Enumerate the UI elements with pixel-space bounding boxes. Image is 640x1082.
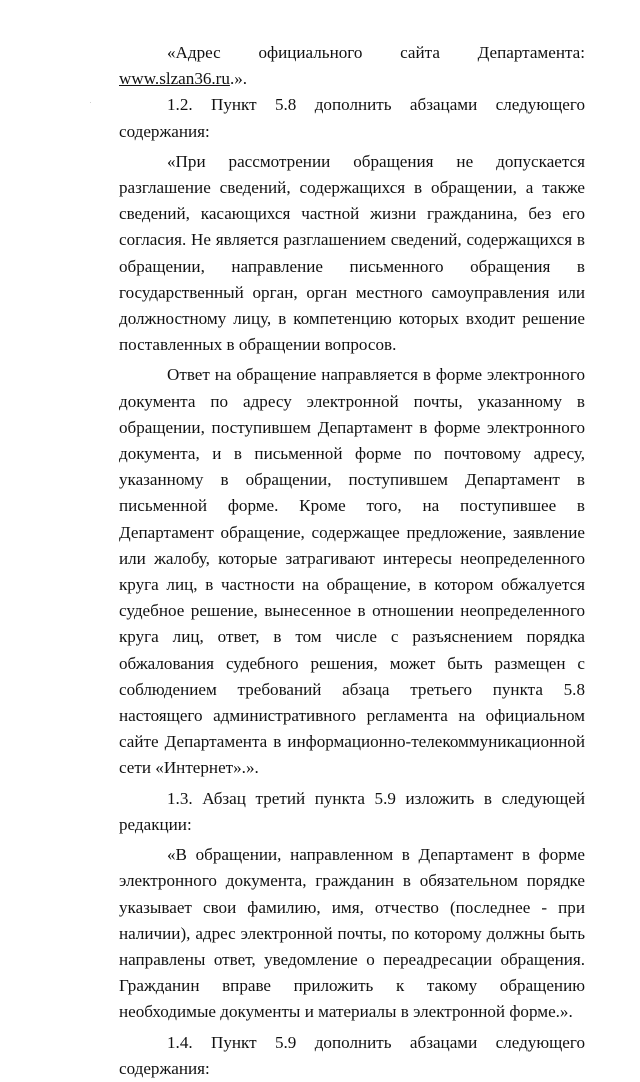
document-body [119, 40, 585, 1082]
quote-5-8-paragraph-2: Ответ на обращение направляется в форме электронного документа по адресу электронной почты, указанному в обращении, поступившем Департамент в форме электронного документа, и в письменной форме по почтовому адресу, указанному в обращении, поступившем Департамент в письменной форме. Кроме того, на поступившее в Департамент обращение, содержащее предложение, заявление или жалобу, которые затрагивают интересы неопределенного круга лиц, в частности на обращение, в котором обжалуется судебное решение, вынесенное в отношении неопределенного круга лиц, ответ, в том числе с разъяснением порядка обжалования судебного решения, может быть размещен с соблюдением требований абзаца третьего пункта 5.8 настоящего административного регламента на официальном сайте Департамента в информационно-телекоммуникационной сети «Интернет».». [119, 365, 585, 778]
official-site-line [119, 40, 585, 92]
item-1-3-heading: 1.3. Абзац третий пункта 5.9 изложить в следующей редакции: [119, 788, 585, 834]
official-site-prefix: «Адрес официального сайта Департамента: [167, 43, 585, 62]
item-1-4-heading: 1.4. Пункт 5.9 дополнить абзацами следующего содержания: [119, 1032, 585, 1078]
official-site-suffix: .». [229, 69, 248, 89]
item-1-2-heading: 1.2. Пункт 5.8 дополнить абзацами следующего содержания: [119, 95, 585, 141]
quote-5-9-paragraph: «В обращении, направленном в Департамент в форме электронного документа, гражданин в обязательном порядке указывает свои фамилию, имя, отчество (последнее - при наличии), адрес электронной почты, по которому должны быть направлены ответ, уведомление о переадресации обращения. Гражданин вправе приложить к такому обращению необходимые документы и материалы в электронной форме.». [119, 845, 585, 1022]
quote-5-8-paragraph-1: «При рассмотрении обращения не допускается разглашение сведений, содержащихся в обращении, а также сведений, касающихся частной жизни гражданина, без его согласия. Не является разглашением сведений, содержащихся в обращении, направление письменного обращения в государственный орган, орган местного самоуправления или должностному лицу, в компетенцию которых входит решение поставленных в обращении вопросов. [119, 151, 585, 355]
scan-speck [90, 102, 91, 103]
official-site-url[interactable]: www.slzan36.ru [119, 69, 230, 89]
